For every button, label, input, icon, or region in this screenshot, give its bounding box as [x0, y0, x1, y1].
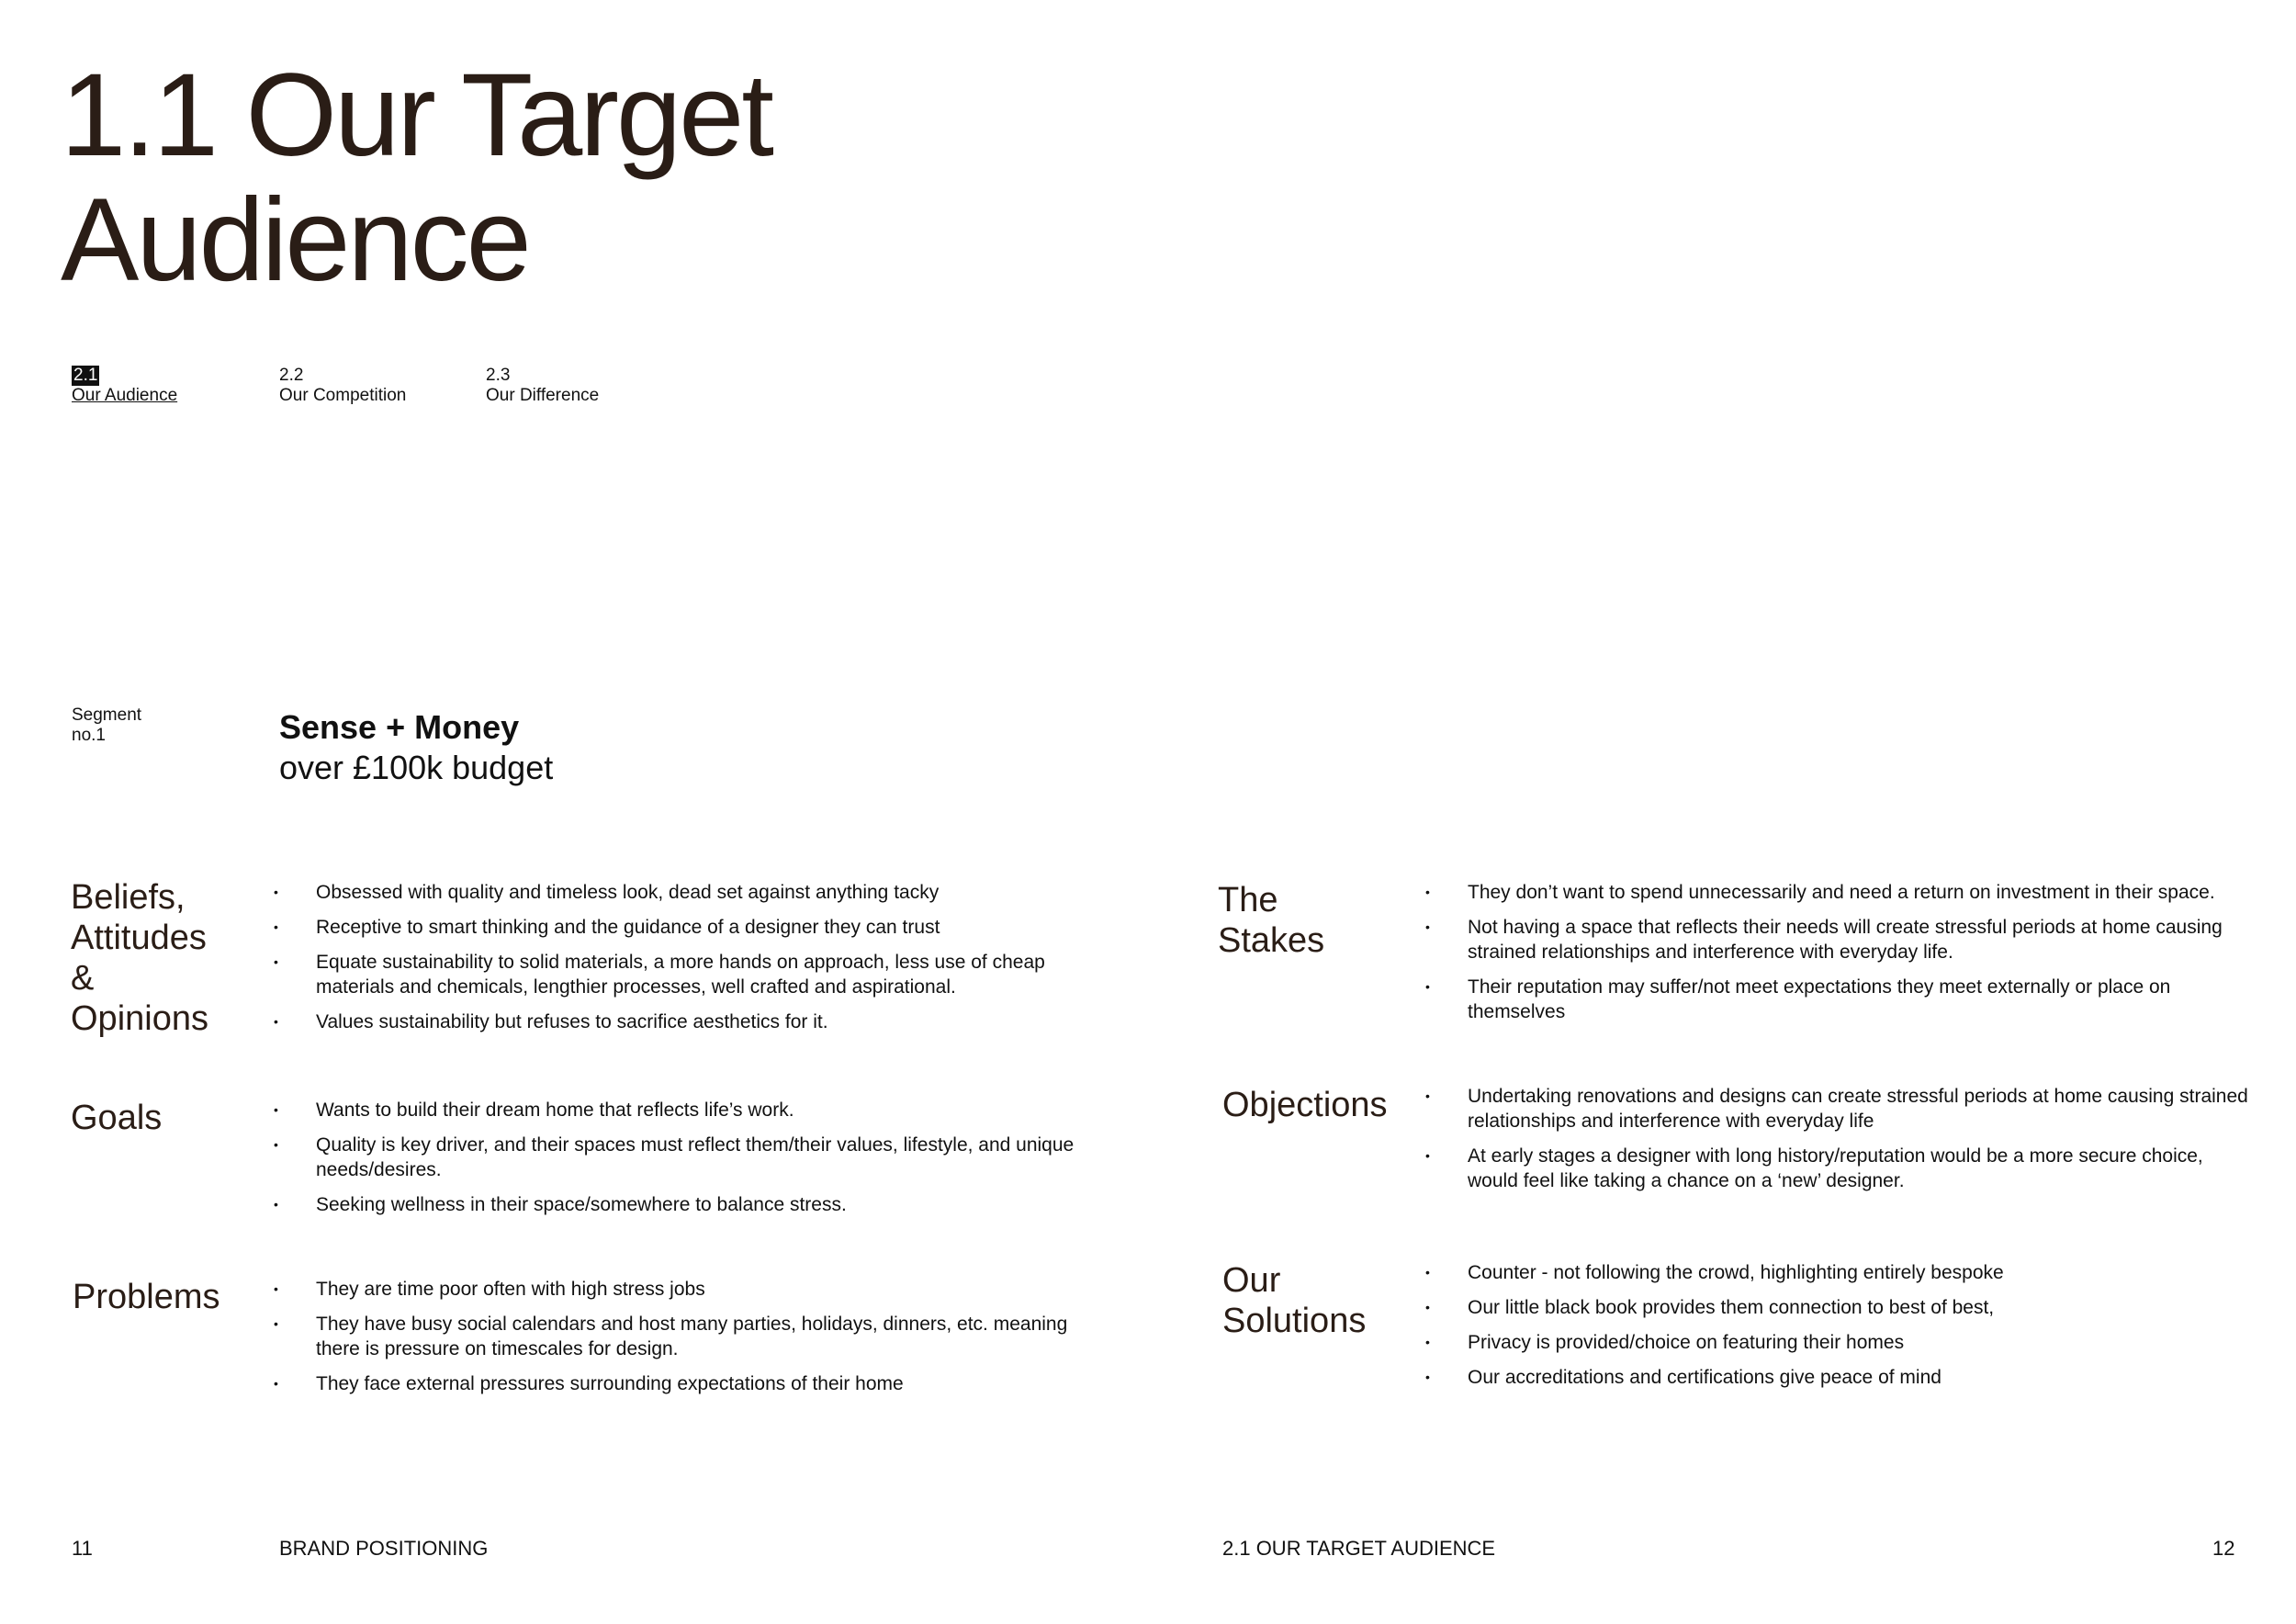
block-title — [71, 877, 208, 1039]
block-title — [1218, 880, 1324, 961]
list-item: • Our accreditations and certifications give peace of mind — [1425, 1365, 2252, 1390]
list-item: • Their reputation may suffer/not meet expectations they meet externally or place on themselves — [1425, 975, 2252, 1024]
subnav-number: 2.3 — [486, 366, 511, 385]
list-item: • They don’t want to spend unnecessarily and need a return on investment in their space. — [1425, 880, 2252, 905]
segment-label-line-2: no.1 — [72, 726, 106, 745]
subnav-item-our-difference[interactable] — [486, 366, 688, 406]
list-item: • They have busy social calendars and host many parties, holidays, dinners, etc. meaning there is pressure on timescales for design. — [274, 1312, 1100, 1361]
subnav-item-our-competition[interactable] — [279, 366, 481, 406]
page-title-line-1: 1.1 Our Target — [61, 50, 771, 181]
segment-heading — [279, 707, 553, 788]
list-item: • Values sustainability but refuses to sacrifice aesthetics for it. — [274, 1009, 1100, 1034]
block-title-line: Our — [1222, 1261, 1281, 1300]
block-title-line: The Stakes — [1218, 881, 1325, 960]
segment-label — [72, 705, 141, 746]
list-item: • They are time poor often with high stress jobs — [274, 1277, 1100, 1302]
bullet-list — [1425, 1260, 2252, 1400]
list-item: • At early stages a designer with long history/reputation would be a more secure choice, would feel like taking a chance on a ‘new’ designer. — [1425, 1144, 2252, 1193]
list-item: • Privacy is provided/choice on featuring their homes — [1425, 1330, 2252, 1355]
subnav-label: Our Competition — [279, 386, 407, 405]
segment-label-line-1: Segment — [72, 705, 142, 725]
block-title — [1222, 1260, 1366, 1341]
list-item: • Obsessed with quality and timeless look, dead set against anything tacky — [274, 880, 1100, 905]
block-title-line: & Opinions — [71, 959, 208, 1038]
list-item: • They face external pressures surrounding expectations of their home — [274, 1371, 1100, 1396]
list-item: • Counter - not following the crowd, highlighting entirely bespoke — [1425, 1260, 2252, 1285]
block-title-line: Problems — [73, 1278, 220, 1316]
segment-budget: over £100k budget — [279, 749, 554, 786]
bullet-list — [274, 1277, 1100, 1406]
list-item: • Wants to build their dream home that reflects life’s work. — [274, 1098, 1100, 1122]
list-item: • Not having a space that reflects their needs will create stressful periods at home causing strained relationships and interference with everyday life. — [1425, 915, 2252, 964]
subnav-number: 2.1 — [73, 366, 98, 385]
block-title-line: Solutions — [1222, 1302, 1367, 1340]
subnav-number: 2.2 — [279, 366, 304, 385]
bullet-list — [1425, 1084, 2252, 1203]
block-title-line: Objections — [1222, 1086, 1388, 1124]
block-title — [73, 1277, 220, 1317]
block-title-line: Attitudes — [71, 919, 207, 957]
bullet-list — [274, 1098, 1100, 1227]
subnav-item-our-audience[interactable] — [72, 366, 274, 406]
page-title — [61, 50, 771, 306]
block-title-line: Goals — [71, 1099, 163, 1137]
bullet-list — [274, 880, 1100, 1044]
list-item: • Receptive to smart thinking and the guidance of a designer they can trust — [274, 915, 1100, 940]
segment-name: Sense + Money — [279, 708, 520, 746]
block-title — [71, 1098, 162, 1138]
left-section-label: BRAND POSITIONING — [279, 1537, 489, 1560]
list-item: • Our little black book provides them connection to best of best, — [1425, 1295, 2252, 1320]
bullet-list — [1425, 880, 2252, 1034]
list-item: • Equate sustainability to solid materials, a more hands on approach, less use of cheap materials and chemicals, lengthier processes, well crafted and aspirational. — [274, 950, 1100, 999]
page-title-line-2: Audience — [61, 175, 529, 306]
right-page-number: 12 — [2212, 1537, 2235, 1560]
block-title — [1222, 1085, 1388, 1125]
subnav-label: Our Difference — [486, 386, 600, 405]
list-item: • Seeking wellness in their space/somewhere to balance stress. — [274, 1192, 1100, 1217]
right-section-label: 2.1 OUR TARGET AUDIENCE — [1222, 1537, 1496, 1560]
list-item: • Quality is key driver, and their spaces must reflect them/their values, lifestyle, and unique needs/desires. — [274, 1133, 1100, 1182]
left-page-number: 11 — [72, 1537, 93, 1560]
subnav-label: Our Audience — [72, 386, 178, 405]
list-item: • Undertaking renovations and designs can create stressful periods at home causing strained relationships and interference with everyday life — [1425, 1084, 2252, 1133]
block-title-line: Beliefs, — [71, 878, 186, 917]
